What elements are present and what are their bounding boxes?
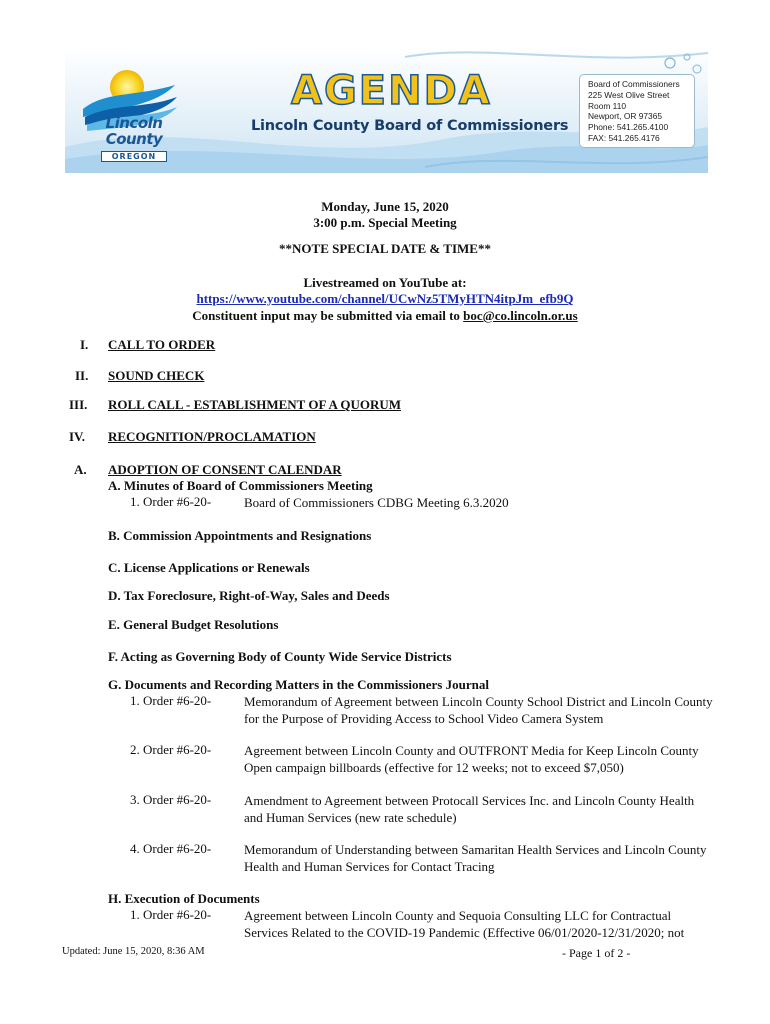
order-label: 3. Order #6-20- [130, 792, 212, 807]
order-text: Agreement between Lincoln County and OUTFRONT Media for Keep Lincoln County Open campaign billboards (effective for 12 weeks; not to exceed $7,050) [244, 743, 699, 775]
order-text: Memorandum of Understanding between Samaritan Health Services and Lincoln County Health and Human Services for Contact Tracing [244, 842, 707, 874]
subsection-c-heading: C. License Applications or Renewals [108, 560, 310, 575]
constituent-input-text: Constituent input may be submitted via email to [192, 308, 464, 323]
section-title-call-to-order: CALL TO ORDER [108, 337, 216, 352]
section-number: II. [75, 368, 89, 383]
logo-county-name: Lincoln County [105, 114, 163, 148]
order-label: 2. Order #6-20- [130, 742, 212, 757]
meeting-date: Monday, June 15, 2020 [321, 199, 449, 214]
contact-info-box [579, 74, 695, 148]
contact-line: FAX: 541.265.4176 [588, 132, 660, 143]
footer-page-number: - Page 1 of 2 - [562, 946, 631, 960]
subsection-f-heading: F. Acting as Governing Body of County Wide Service Districts [108, 649, 452, 664]
order-text: Agreement between Lincoln County and Sequoia Consulting LLC for Contractual Services Related to the COVID-19 Pandemic (Effective 06/01/2020-12/31/2020; not [244, 908, 685, 940]
section-title-roll-call: ROLL CALL - ESTABLISHMENT OF A QUORUM [108, 397, 402, 412]
contact-line: Phone: 541.265.4100 [588, 122, 669, 133]
subsection-g-heading: G. Documents and Recording Matters in the Commissioners Journal [108, 677, 489, 692]
constituent-input-line [0, 308, 770, 324]
section-title-recognition: RECOGNITION/PROCLAMATION [108, 429, 316, 444]
contact-line: Board of Commissioners [588, 79, 680, 89]
order-label: 1. Order #6-20- [130, 693, 212, 708]
order-label: 1. Order #6-20- [130, 907, 212, 922]
section-number: I. [80, 337, 89, 352]
order-label: 1. Order #6-20- [130, 494, 212, 509]
special-note: **NOTE SPECIAL DATE & TIME** [279, 241, 491, 256]
contact-line: Newport, OR 97365 [588, 111, 663, 122]
livestream-label: Livestreamed on YouTube at: [303, 275, 467, 290]
order-label: 4. Order #6-20- [130, 841, 212, 856]
section-number: IV. [69, 429, 86, 444]
contact-line: Room 110 [588, 100, 627, 111]
youtube-link[interactable]: https://www.youtube.com/channel/UCwNz5TMyHTN4itpJm_efb9Q [196, 291, 574, 306]
subsection-e-heading: E. General Budget Resolutions [108, 617, 279, 632]
order-text: Board of Commissioners CDBG Meeting 6.3.2020 [244, 495, 509, 510]
section-title-consent-calendar: ADOPTION OF CONSENT CALENDAR [108, 462, 342, 477]
order-text: Amendment to Agreement between Protocall Services Inc. and Lincoln County Health and Human Services (new rate schedule) [244, 793, 695, 825]
livestream-link-row [0, 291, 770, 307]
section-title-sound-check: SOUND CHECK [108, 368, 205, 383]
subsection-h-heading: H. Execution of Documents [108, 891, 260, 906]
agenda-title: AGENDA [291, 68, 492, 114]
agenda-banner [65, 47, 708, 173]
footer-updated: Updated: June 15, 2020, 8:36 AM [62, 946, 205, 957]
meeting-time: 3:00 p.m. Special Meeting [313, 215, 457, 230]
county-logo [79, 115, 189, 163]
subsection-b-heading: B. Commission Appointments and Resignations [108, 528, 372, 543]
agenda-subtitle: Lincoln County Board of Commissioners [251, 118, 569, 134]
logo-state-name: OREGON [101, 151, 168, 162]
email-link[interactable]: boc@co.lincoln.or.us [463, 308, 578, 323]
subsection-a-heading: A. Minutes of Board of Commissioners Meeting [108, 478, 373, 493]
section-number: III. [69, 397, 88, 412]
subsection-d-heading: D. Tax Foreclosure, Right-of-Way, Sales and Deeds [108, 588, 390, 603]
order-text: Memorandum of Agreement between Lincoln County School District and Lincoln County for the Purpose of Providing Access to School Video Camera System [244, 694, 713, 726]
section-number: A. [74, 462, 87, 477]
contact-line: 225 West Olive Street [588, 89, 670, 100]
